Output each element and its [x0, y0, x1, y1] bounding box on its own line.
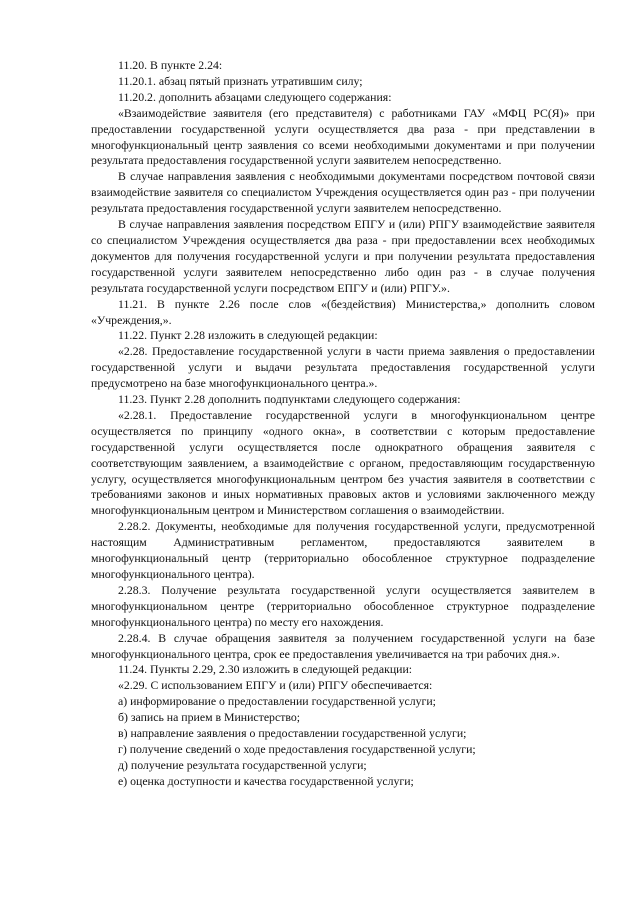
paragraph-11-20-2: 11.20.2. дополнить абзацами следующего содержания:	[118, 89, 392, 104]
paragraph-2-28: «2.28. Предоставление государственной услуги в части приема заявления о предоставлении государственной услуги и выдачи результата предоставления государственной услуги предусмотрено на базе многофункционального центра.».	[91, 344, 595, 391]
list-item-a: а) информирование о предоставлении государственной услуги;	[118, 694, 436, 709]
document-page	[91, 58, 595, 790]
paragraph-11-22: 11.22. Пункт 2.28 изложить в следующей редакции:	[118, 328, 378, 343]
paragraph-11-24: 11.24. Пункты 2.29, 2.30 изложить в следующей редакции:	[118, 662, 413, 677]
paragraph-postal: В случае направления заявления с необходимыми документами посредством почтовой связи взаимодействие заявителя со специалистом Учреждения осуществляется один раз - при получении результата предоставления государственной услуги заявителем непосредственно.	[91, 169, 595, 216]
paragraph-2-28-3: 2.28.3. Получение результата государственной услуги осуществляется заявителем в многофункциональном центре (территориально обособленное структурное подразделение многофункционального центра) по месту его нахождения.	[91, 582, 595, 629]
list-item-g: г) получение сведений о ходе предоставления государственной услуги;	[118, 741, 476, 756]
paragraph-epgu: В случае направления заявления посредством ЕПГУ и (или) РПГУ взаимодействие заявителя со специалистом Учреждения осуществляется два раза - при предоставлении всех необходимых документов для получения государственной услуги и при получении результата предоставления государственной услуги заявителем непосредственно либо один раз - в случае получения результата государственной услуги посредством ЕПГУ и (или) РПГУ.».	[91, 217, 595, 295]
paragraph-11-21: 11.21. В пункте 2.26 после слов «(бездействия) Министерства,» дополнить словом «Учреждения,».	[91, 296, 595, 327]
paragraph-2-28-4: 2.28.4. В случае обращения заявителя за получением государственной услуги на базе многофункционального центра, срок ее предоставления увеличивается на три рабочих дня.».	[91, 630, 595, 661]
list-item-e: е) оценка доступности и качества государственной услуги;	[118, 773, 414, 788]
list-item-v: в) направление заявления о предоставлении государственной услуги;	[118, 726, 467, 741]
paragraph-2-28-2: 2.28.2. Документы, необходимые для получения государственной услуги, предусмотренной настоящим Административным регламентом, предоставляются заявителем в многофункциональный центр (территориально обособленное структурное подразделение многофункционального центра).	[91, 519, 595, 581]
paragraph-interaction-mfc: «Взаимодействие заявителя (его представителя) с работниками ГАУ «МФЦ РС(Я)» при предоставлении государственной услуги осуществляется два раза - при представлении в многофункциональный центр заявления со всеми необходимыми документами и при получении результата предоставления государственной услуги заявителем непосредственно.	[91, 105, 595, 168]
paragraph-11-20: 11.20. В пункте 2.24:	[118, 58, 223, 72]
paragraph-2-28-1: «2.28.1. Предоставление государственной услуги в многофункциональном центре осуществляется по принципу «одного окна», в соответствии с которым предоставление государственной услуги осуществляется после однократного обращения заявителя с соответствующим заявлением, а взаимодействие с органом, предоставляющим государственную услугу, осуществляется многофункциональным центром без участия заявителя в соответствии с требованиями законов и иных нормативных правовых актов и условиями заключенного между многофункциональным центром и Министерством соглашения о взаимодействии.	[91, 407, 595, 518]
paragraph-2-29: «2.29. С использованием ЕПГУ и (или) РПГУ обеспечивается:	[118, 678, 433, 693]
list-item-b: б) запись на прием в Министерство;	[118, 710, 301, 725]
paragraph-11-20-1: 11.20.1. абзац пятый признать утратившим силу;	[118, 73, 363, 88]
paragraph-11-23: 11.23. Пункт 2.28 дополнить подпунктами следующего содержания:	[118, 392, 461, 407]
list-item-d: д) получение результата государственной услуги;	[118, 757, 367, 772]
